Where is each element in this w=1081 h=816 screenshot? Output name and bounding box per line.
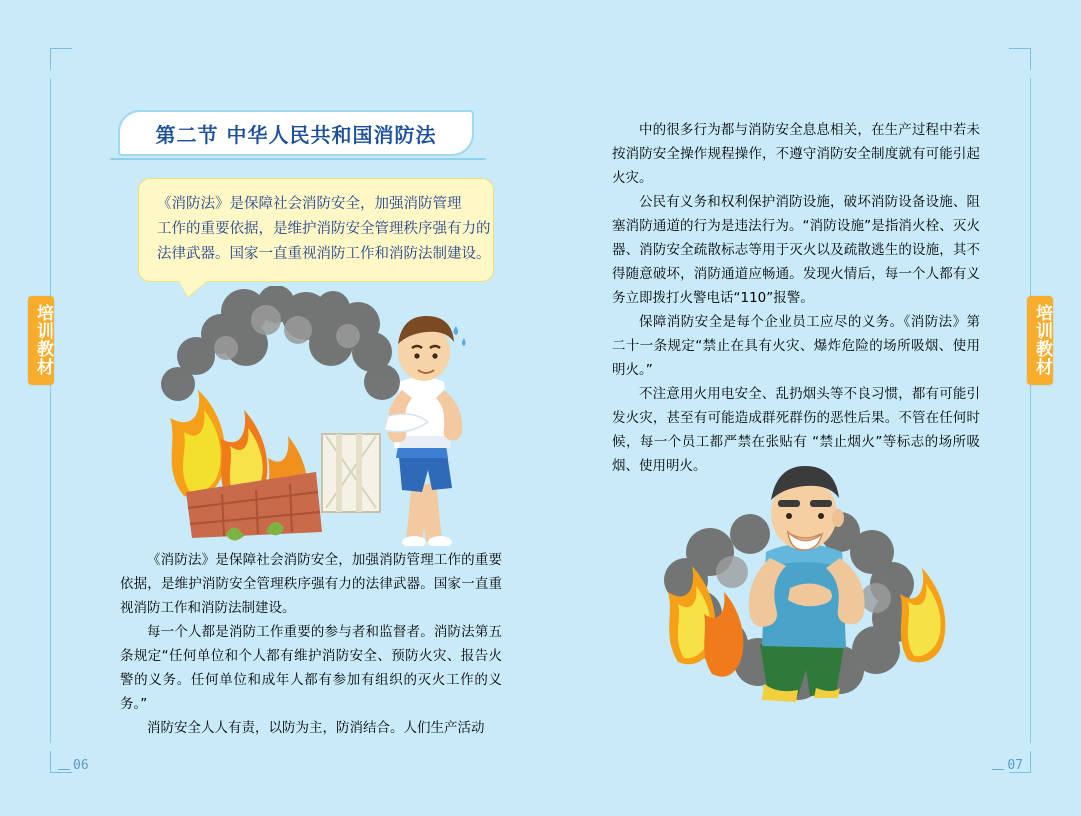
side-tab-right: 培训教材: [1027, 296, 1053, 385]
page-number-dash-left: [58, 769, 70, 770]
fire-and-injured-boy-illustration: [126, 286, 506, 546]
fire-and-injured-boy-svg: [126, 286, 506, 546]
section-heading-text: 第二节 中华人民共和国消防法: [155, 122, 437, 147]
man-in-smoke-illustration: [640, 448, 960, 718]
page-number-left: [58, 758, 89, 773]
broken-window-icon: [322, 434, 380, 512]
right-paragraph-3: 保障消防安全是每个企业员工应尽的义务。《消防法》第二十一条规定“禁止在具有火灾、爆炸危险的场所吸烟、使用明火。”: [612, 314, 980, 378]
right-paragraph-1: 中的很多行为都与消防安全息息相关，在生产过程中若未按消防安全操作规程操作，不遵守消防安全制度就有可能引起火灾。: [612, 122, 980, 186]
smoke-cloud-icon: [161, 286, 400, 401]
callout-line-1: 《消防法》是保障社会消防安全，加强消防管理: [157, 196, 462, 212]
page-number-dash-right: [992, 769, 1004, 770]
section-heading-underline: [110, 158, 486, 160]
frame-corner-top-left: [50, 48, 72, 70]
left-paragraph-1: 《消防法》是保障社会消防安全，加强消防管理工作的重要依据，是维护消防安全管理秩序强有力的法律武器。国家一直重视消防工作和消防法制建设。: [120, 552, 502, 616]
callout-box: [138, 178, 494, 282]
left-page-body-text: [120, 548, 502, 740]
right-paragraph-4: 不注意用火用电安全、乱扔烟头等不良习惯，都有可能引发火灾，甚至有可能造成群死群伤的恶性后果。不管在任何时候，每一个员工都严禁在张贴有 “禁止烟火”等标志的场所吸烟、使用明火。: [612, 386, 980, 474]
frame-rule-right: [1030, 78, 1031, 743]
side-tab-left: 培训教材: [28, 296, 54, 385]
section-heading-banner: [118, 110, 474, 156]
frame-corner-top-right: [1009, 48, 1031, 70]
right-paragraph-2: 公民有义务和权利保护消防设施，破坏消防设备设施、阻塞消防通道的行为是违法行为。“消防设施”是指消火栓、灭火器、消防安全疏散标志等用于灭火以及疏散逃生的设施，其不得随意破坏，消防通道应畅通。发现火情后，每一个人都有义务立即拨打火警电话“110”报警。: [612, 194, 980, 306]
man-in-smoke-svg: [640, 448, 960, 718]
page-number-right: [992, 758, 1023, 773]
callout-wrapper: [138, 178, 494, 282]
callout-line-2: 工作的重要依据，是维护消防安全管理秩序强有力的: [157, 221, 491, 237]
frame-rule-left: [50, 78, 51, 743]
callout-line-3: 法律武器。国家一直重视消防工作和消防法制建设。: [157, 246, 491, 262]
page-number-right-value: 07: [1007, 758, 1023, 773]
boy-with-bandage-icon: [384, 316, 466, 546]
left-paragraph-2: 每一个人都是消防工作重要的参与者和监督者。消防法第五条规定“任何单位和个人都有维护消防安全、预防火灾、报告火警的义务。任何单位和成年人都有参加有组织的灭火工作的义务。”: [120, 624, 502, 712]
left-page-column: [108, 110, 508, 740]
sweat-drop-icon: [454, 326, 466, 346]
right-page-column: [612, 118, 982, 738]
left-paragraph-3: 消防安全人人有责，以防为主，防消结合。人们生产活动: [147, 720, 485, 736]
page-number-left-value: 06: [73, 758, 89, 773]
right-page-body-text: [612, 118, 980, 478]
